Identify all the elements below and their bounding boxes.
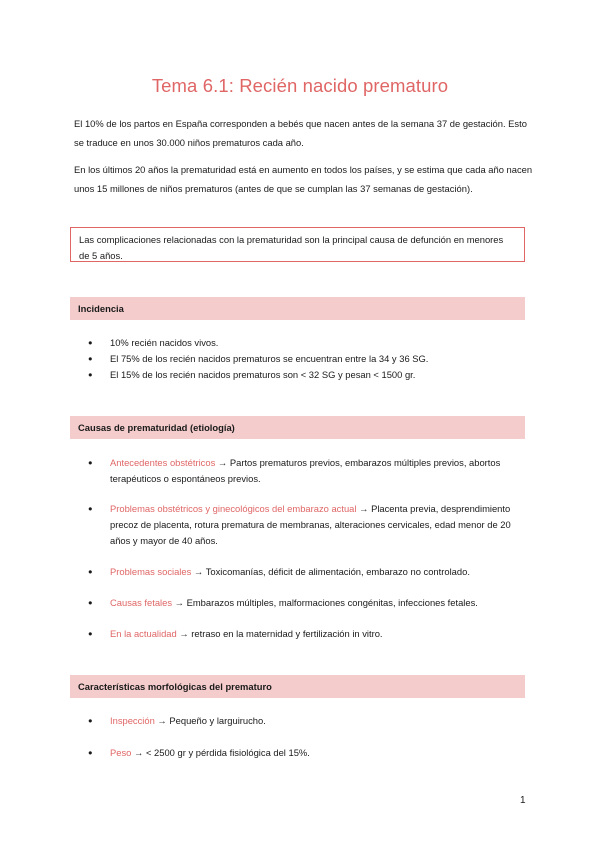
section-heading-caracteristicas: Características morfológicas del prematuro [70, 675, 525, 698]
list-item [88, 626, 518, 642]
list-item [88, 501, 518, 548]
list-item: ● El 75% de los recién nacidos prematuros se encuentran entre la 34 y 36 SG. [88, 351, 518, 367]
item-text: → Embarazos múltiples, malformaciones congénitas, infecciones fetales. [172, 597, 478, 608]
item-text: → retraso en la maternidad y fertilización in vitro. [176, 628, 383, 639]
page-number: 1 [520, 795, 526, 806]
item-text: → < 2500 gr y pérdida fisiológica del 15%. [131, 747, 310, 758]
incidencia-list [88, 335, 518, 382]
item-term: Causas fetales [110, 597, 173, 608]
list-item: ● 10% recién nacidos vivos. [88, 335, 518, 351]
item-text: → Partos prematuros previos, embarazos múltiples previos, abortos terapéuticos o espontáneos previos. [110, 457, 501, 484]
callout-text: Las complicaciones relacionadas con la prematuridad son la principal causa de defunción en menores de 5 años. [79, 234, 504, 261]
item-term: Problemas obstétricos y ginecológicos del embarazo actual [110, 503, 357, 514]
item-term: Peso [110, 747, 132, 758]
item-term: Inspección [110, 715, 155, 726]
list-item [88, 713, 518, 729]
list-item [88, 745, 518, 761]
item-term: Problemas sociales [110, 566, 192, 577]
item-text: → Toxicomanías, déficit de alimentación, embarazo no controlado. [191, 566, 470, 577]
page-title: Tema 6.1: Recién nacido prematuro [151, 75, 449, 96]
list-item [88, 595, 518, 611]
item-term: Antecedentes obstétricos [110, 457, 216, 468]
item-text: → Pequeño y larguirucho. [154, 715, 266, 726]
intro-paragraph-2: En los últimos 20 años la prematuridad está en aumento en todos los países, y se estima que cada año nacen unos 15 millones de niños prematuros (antes de que se cumplan las 37 semanas de gestación). [74, 164, 533, 194]
callout-box [70, 227, 525, 262]
intro-paragraph-1: El 10% de los partos en España corresponden a bebés que nacen antes de la semana 37 de gestación. Esto se traduce en unos 30.000 niños prematuros cada año. [74, 118, 527, 148]
section-heading-incidencia: Incidencia [70, 297, 525, 320]
list-item: ● El 15% de los recién nacidos prematuros son < 32 SG y pesan < 1500 gr. [88, 367, 518, 383]
item-text: → Placenta previa, desprendimiento precoz de placenta, rotura prematura de membranas, alteraciones cervicales, edad menor de 20 años y mayor de 40 años. [110, 503, 511, 546]
list-item [88, 455, 518, 487]
list-item [88, 564, 518, 580]
item-term: En la actualidad [110, 628, 177, 639]
section-heading-causas: Causas de prematuridad (etiología) [70, 416, 525, 439]
